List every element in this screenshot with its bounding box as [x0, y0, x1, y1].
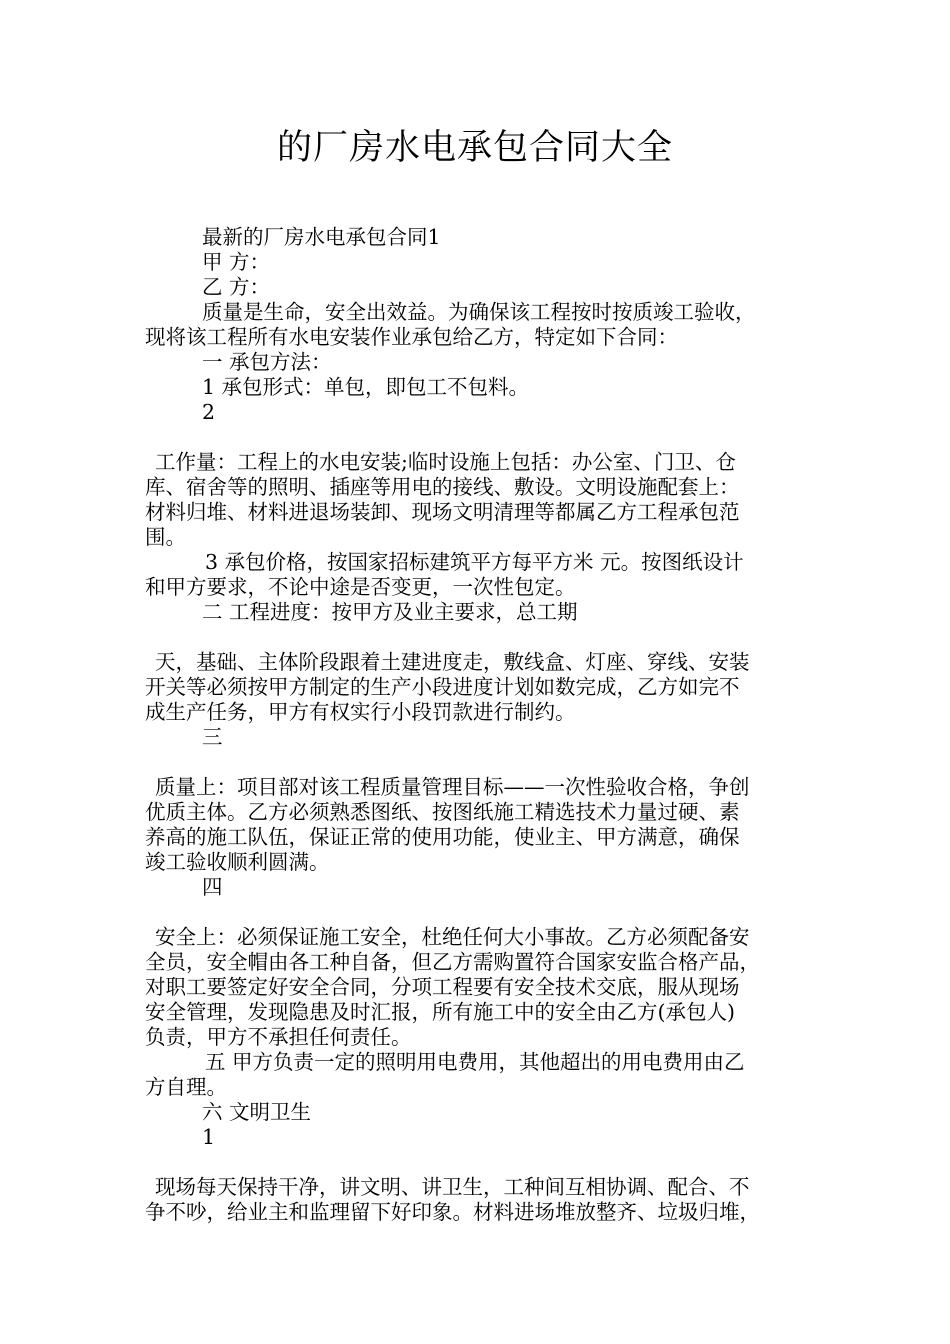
- clause-1-2-line-4: 围。: [145, 525, 186, 549]
- clause-1-1: 1 承包形式：单包，即包工不包料。: [202, 375, 530, 399]
- clause-1-2-number: 2: [202, 400, 216, 424]
- section-3-line-3: 养高的施工队伍，保证正常的使用功能，使业主、甲方满意，确保: [145, 825, 740, 849]
- clause-1-2-line-3: 材料归堆、材料进退场装卸、现场文明清理等都属乙方工程承包范: [145, 500, 740, 524]
- blank-line: [145, 900, 810, 925]
- party-b-line: 乙 方：: [202, 275, 271, 299]
- blank-line: [145, 1150, 810, 1175]
- clause-1-3-line-1: 3 承包价格，按国家招标建筑平方每平方米 元。按图纸设计: [205, 550, 744, 574]
- section-3-line-4: 竣工验收顺利圆满。: [145, 850, 330, 874]
- clause-6-1-line-1: 现场每天保持干净，讲文明、讲卫生，工种间互相协调、配合、不: [155, 1175, 750, 1199]
- section-4-line-5: 负责，甲方不承担任何责任。: [145, 1025, 412, 1049]
- section-5-line-2: 方自理。: [145, 1075, 227, 1099]
- section-4-line-3: 对职工要签定好安全合同，分项工程要有安全技术交底，服从现场: [145, 975, 740, 999]
- section-6-heading: 六 文明卫生: [202, 1100, 312, 1124]
- section-3-line-2: 优质主体。乙方必须熟悉图纸、按图纸施工精选技术力量过硬、素: [145, 800, 740, 824]
- clause-6-1-number: 1: [202, 1125, 216, 1149]
- document-body: [145, 225, 810, 1225]
- clause-6-1-line-2: 争不吵，给业主和监理留下好印象。材料进场堆放整齐、垃圾归堆，: [145, 1200, 760, 1224]
- party-a-line: 甲 方：: [202, 250, 271, 274]
- section-4-line-1: 安全上：必须保证施工安全，杜绝任何大小事故。乙方必须配备安: [155, 925, 750, 949]
- contract-heading: 最新的厂房水电承包合同1: [202, 225, 441, 249]
- blank-line: [145, 750, 810, 775]
- section-5-line-1: 五 甲方负责一定的照明用电费用，其他超出的用电费用由乙: [205, 1050, 745, 1074]
- clause-1-2-line-1: 工作量：工程上的水电安装;临时设施上包括：办公室、门卫、仓: [155, 450, 736, 474]
- section-2-line-2: 开关等必须按甲方制定的生产小段进度计划如数完成，乙方如完不: [145, 675, 740, 699]
- section-3-number: 三: [202, 725, 223, 749]
- section-3-line-1: 质量上：项目部对该工程质量管理目标——一次性验收合格，争创: [155, 775, 750, 799]
- section-4-line-2: 全员，安全帽由各工种自备，但乙方需购置符合国家安监合格产品，: [145, 950, 760, 974]
- section-1-heading: 一 承包方法：: [202, 350, 332, 374]
- blank-line: [145, 425, 810, 450]
- blank-line: [145, 625, 810, 650]
- document-title: 的厂房水电承包合同大全: [276, 128, 673, 168]
- section-2-heading: 二 工程进度：按甲方及业主要求，总工期: [202, 600, 578, 624]
- clause-1-2-line-2: 库、宿舍等的照明、插座等用电的接线、敷设。文明设施配套上：: [145, 475, 740, 499]
- section-2-line-1: 天，基础、主体阶段跟着土建进度走，敷线盒、灯座、穿线、安装: [155, 650, 750, 674]
- section-4-line-4: 安全管理，发现隐患及时汇报，所有施工中的安全由乙方(承包人): [145, 1000, 735, 1024]
- preamble-line-2: 现将该工程所有水电安装作业承包给乙方，特定如下合同：: [145, 325, 678, 349]
- preamble-line-1: 质量是生命，安全出效益。为确保该工程按时按质竣工验收，: [202, 300, 756, 324]
- clause-1-3-line-2: 和甲方要求，不论中途是否变更，一次性包定。: [145, 575, 576, 599]
- section-4-number: 四: [202, 875, 223, 899]
- section-2-line-3: 成生产任务，甲方有权实行小段罚款进行制约。: [145, 700, 576, 724]
